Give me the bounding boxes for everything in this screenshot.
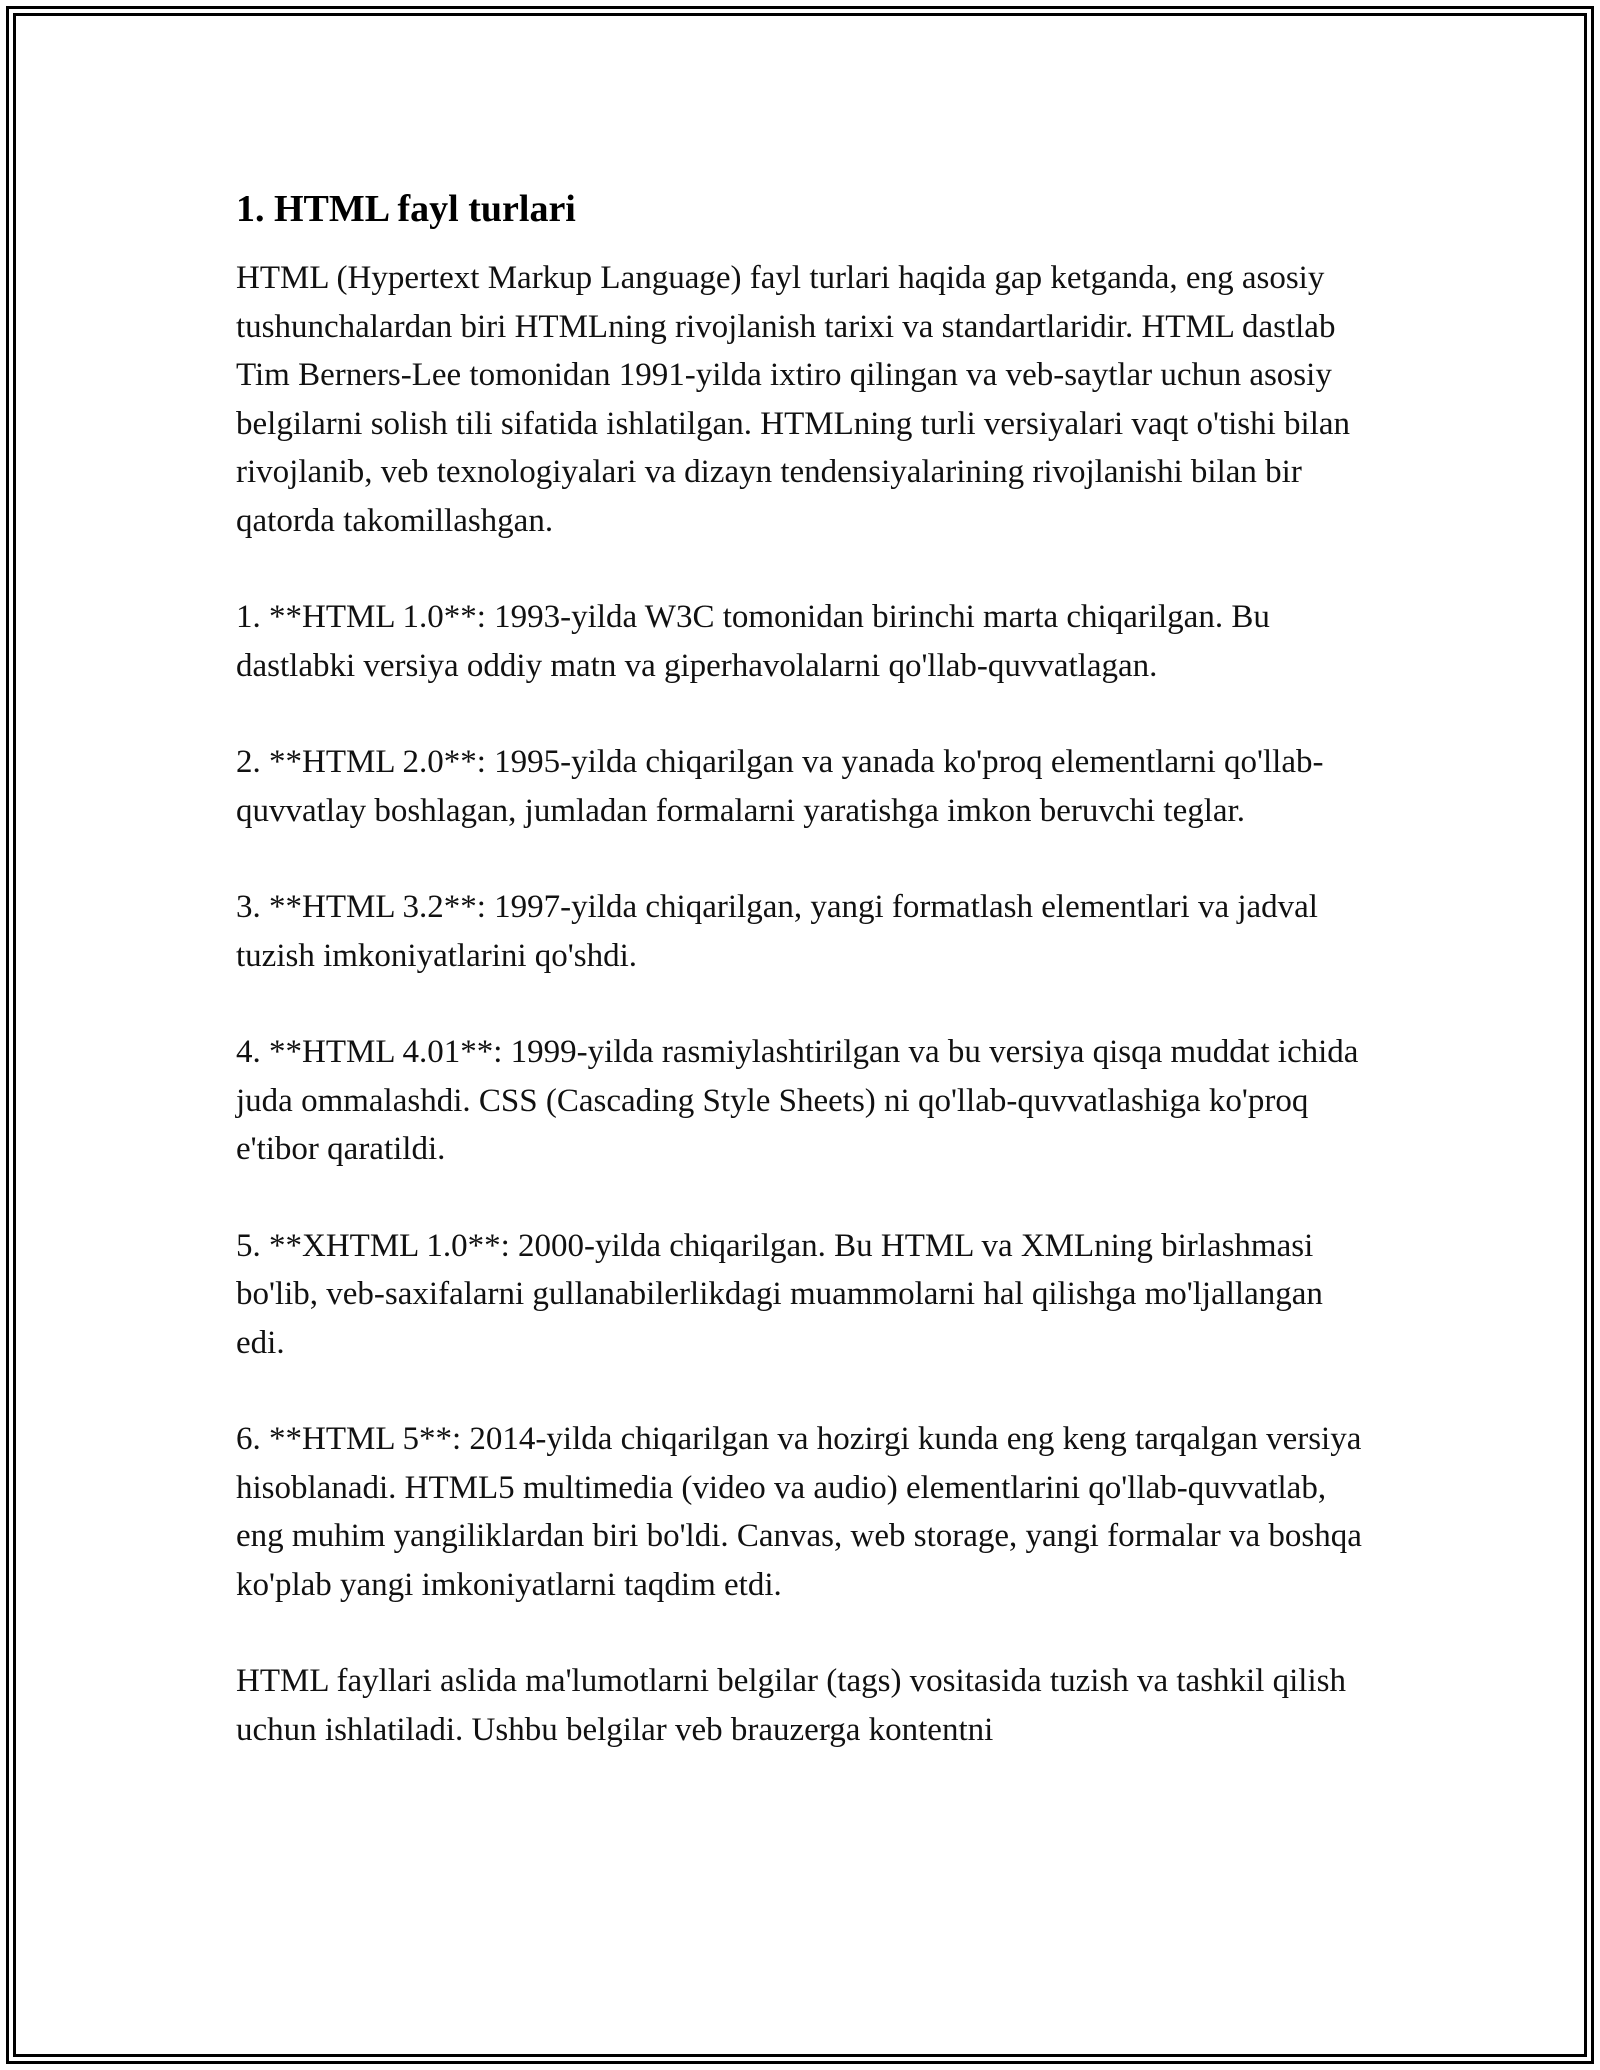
list-item-html-4: 4. **HTML 4.01**: 1999-yilda rasmiylashtirilgan va bu versiya qisqa muddat ichida juda ommalashdi. CSS (Cascading Style Sheets) ni qo'llab-quvvatlashiga ko'proq e'tibor qaratildi.: [236, 1034, 1359, 1167]
list-item-xhtml: 5. **XHTML 1.0**: 2000-yilda chiqarilgan. Bu HTML va XMLning birlashmasi bo'lib, veb-saxifalarni gullanabilerlikdagi muammolarni hal qilishga mo'ljallangan edi.: [236, 1227, 1323, 1361]
section-heading: 1. HTML fayl turlari: [236, 188, 576, 230]
list-item-html-1: 1. **HTML 1.0**: 1993-yilda W3C tomonidan birinchi marta chiqarilgan. Bu dastlabki versiya oddiy matn va giperhavolalarni qo'llab-quvvatlagan.: [236, 599, 1270, 684]
list-item-html-2: 2. **HTML 2.0**: 1995-yilda chiqarilgan va yanada ko'proq elementlarni qo'llab-quvvatlay boshlagan, jumladan formalarni yaratishga imkon beruvchi teglar.: [236, 744, 1324, 829]
intro-paragraph: HTML (Hypertext Markup Language) fayl turlari haqida gap ketganda, eng asosiy tushunchalardan biri HTMLning rivojlanish tarixi va standartlaridir. HTML dastlab Tim Berners-Lee tomonidan 1991-yilda ixtiro qilingan va veb-saytlar uchun asosiy belgilarni solish tili sifatida ishlatilgan. HTMLning turli versiyalari vaqt o'tishi bilan rivojlanib, veb texnologiyalari va dizayn tendensiyalarining rivojlanishi bilan bir qatorda takomillashgan.: [236, 260, 1351, 539]
list-item-html-5: 6. **HTML 5**: 2014-yilda chiqarilgan va hozirgi kunda eng keng tarqalgan versiya hisoblanadi. HTML5 multimedia (video va audio) elementlarini qo'llab-quvvatlab, eng muhim yangiliklardan biri bo'ldi. Canvas, web storage, yangi formalar va boshqa ko'plab yangi imkoniyatlarni taqdim etdi.: [236, 1421, 1362, 1603]
closing-paragraph: HTML fayllari aslida ma'lumotlarni belgilar (tags) vositasida tuzish va tashkil qilish uchun ishlatiladi. Ushbu belgilar veb brauzerga kontentni: [236, 1663, 1346, 1748]
document-body: [236, 186, 1376, 1754]
list-item-html-3: 3. **HTML 3.2**: 1997-yilda chiqarilgan, yangi formatlash elementlari va jadval tuzish imkoniyatlarini qo'shdi.: [236, 889, 1318, 974]
